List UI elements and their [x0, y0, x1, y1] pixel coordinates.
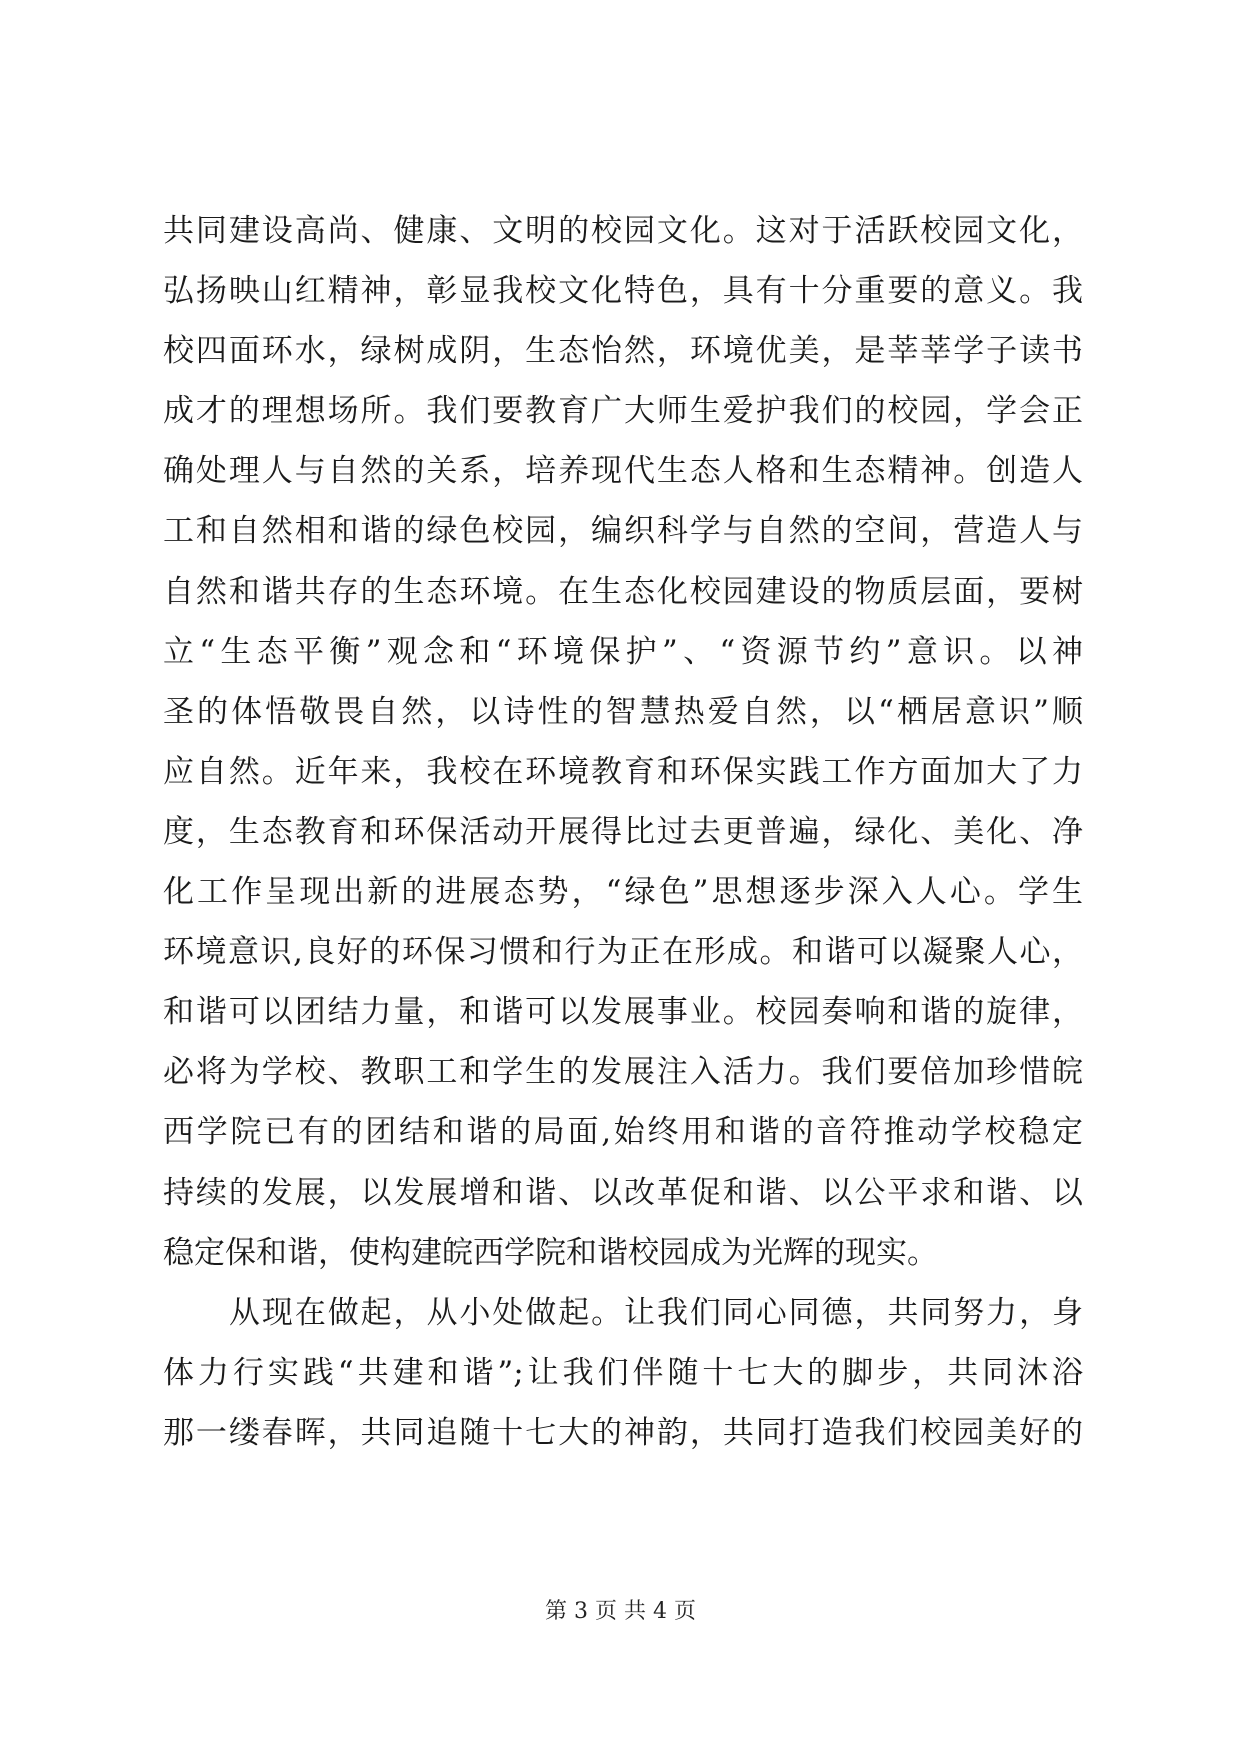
text-line: 必将为学校、教职工和学生的发展注入活力。我们要倍加珍惜皖 [163, 1054, 1083, 1091]
text-line: 确处理人与自然的关系，培养现代生态人格和生态精神。创造人 [163, 453, 1083, 490]
text-line: 那一缕春晖，共同追随十七大的神韵，共同打造我们校园美好的 [163, 1414, 1083, 1451]
text-line: 共同建设高尚、健康、文明的校园文化。这对于活跃校园文化， [163, 213, 1083, 249]
text-line: 持续的发展，以发展增和谐、以改革促和谐、以公平求和谐、以 [163, 1174, 1083, 1211]
text-line: 圣的体悟敬畏自然，以诗性的智慧热爱自然，以“栖居意识”顺 [163, 693, 1083, 730]
paragraph-start-line: 从现在做起，从小处做起。让我们同心同德，共同努力，身 [229, 1294, 1083, 1331]
text-line: 和谐可以团结力量，和谐可以发展事业。校园奏响和谐的旋律， [163, 994, 1083, 1031]
text-line: 工和自然相和谐的绿色校园，编织科学与自然的空间，营造人与 [163, 513, 1083, 550]
text-line: 化工作呈现出新的进展态势，“绿色”思想逐步深入人心。学生 [163, 874, 1083, 911]
text-line: 体力行实践“共建和谐”;让我们伴随十七大的脚步，共同沐浴 [163, 1354, 1083, 1391]
page-number-footer: 第 3 页 共 4 页 [545, 1599, 696, 1624]
text-line: 环境意识,良好的环保习惯和行为正在形成。和谐可以凝聚人心， [163, 934, 1083, 971]
body-text [163, 201, 1083, 1463]
text-line: 度，生态教育和环保活动开展得比过去更普遍，绿化、美化、净 [163, 813, 1083, 850]
text-line: 成才的理想场所。我们要教育广大师生爱护我们的校园，学会正 [163, 393, 1083, 430]
text-line: 西学院已有的团结和谐的局面,始终用和谐的音符推动学校稳定 [163, 1114, 1083, 1151]
text-line: 弘扬映山红精神，彰显我校文化特色，具有十分重要的意义。我 [163, 273, 1083, 310]
text-line: 自然和谐共存的生态环境。在生态化校园建设的物质层面，要树 [163, 573, 1083, 610]
text-line: 校四面环水，绿树成阴，生态怡然，环境优美，是莘莘学子读书 [163, 333, 1083, 370]
paragraph-end-line: 稳定保和谐，使构建皖西学院和谐校园成为光辉的现实。 [163, 1234, 938, 1271]
text-line: 立“生态平衡”观念和“环境保护”、“资源节约”意识。以神 [163, 633, 1083, 670]
text-line: 应自然。近年来，我校在环境教育和环保实践工作方面加大了力 [163, 753, 1083, 790]
